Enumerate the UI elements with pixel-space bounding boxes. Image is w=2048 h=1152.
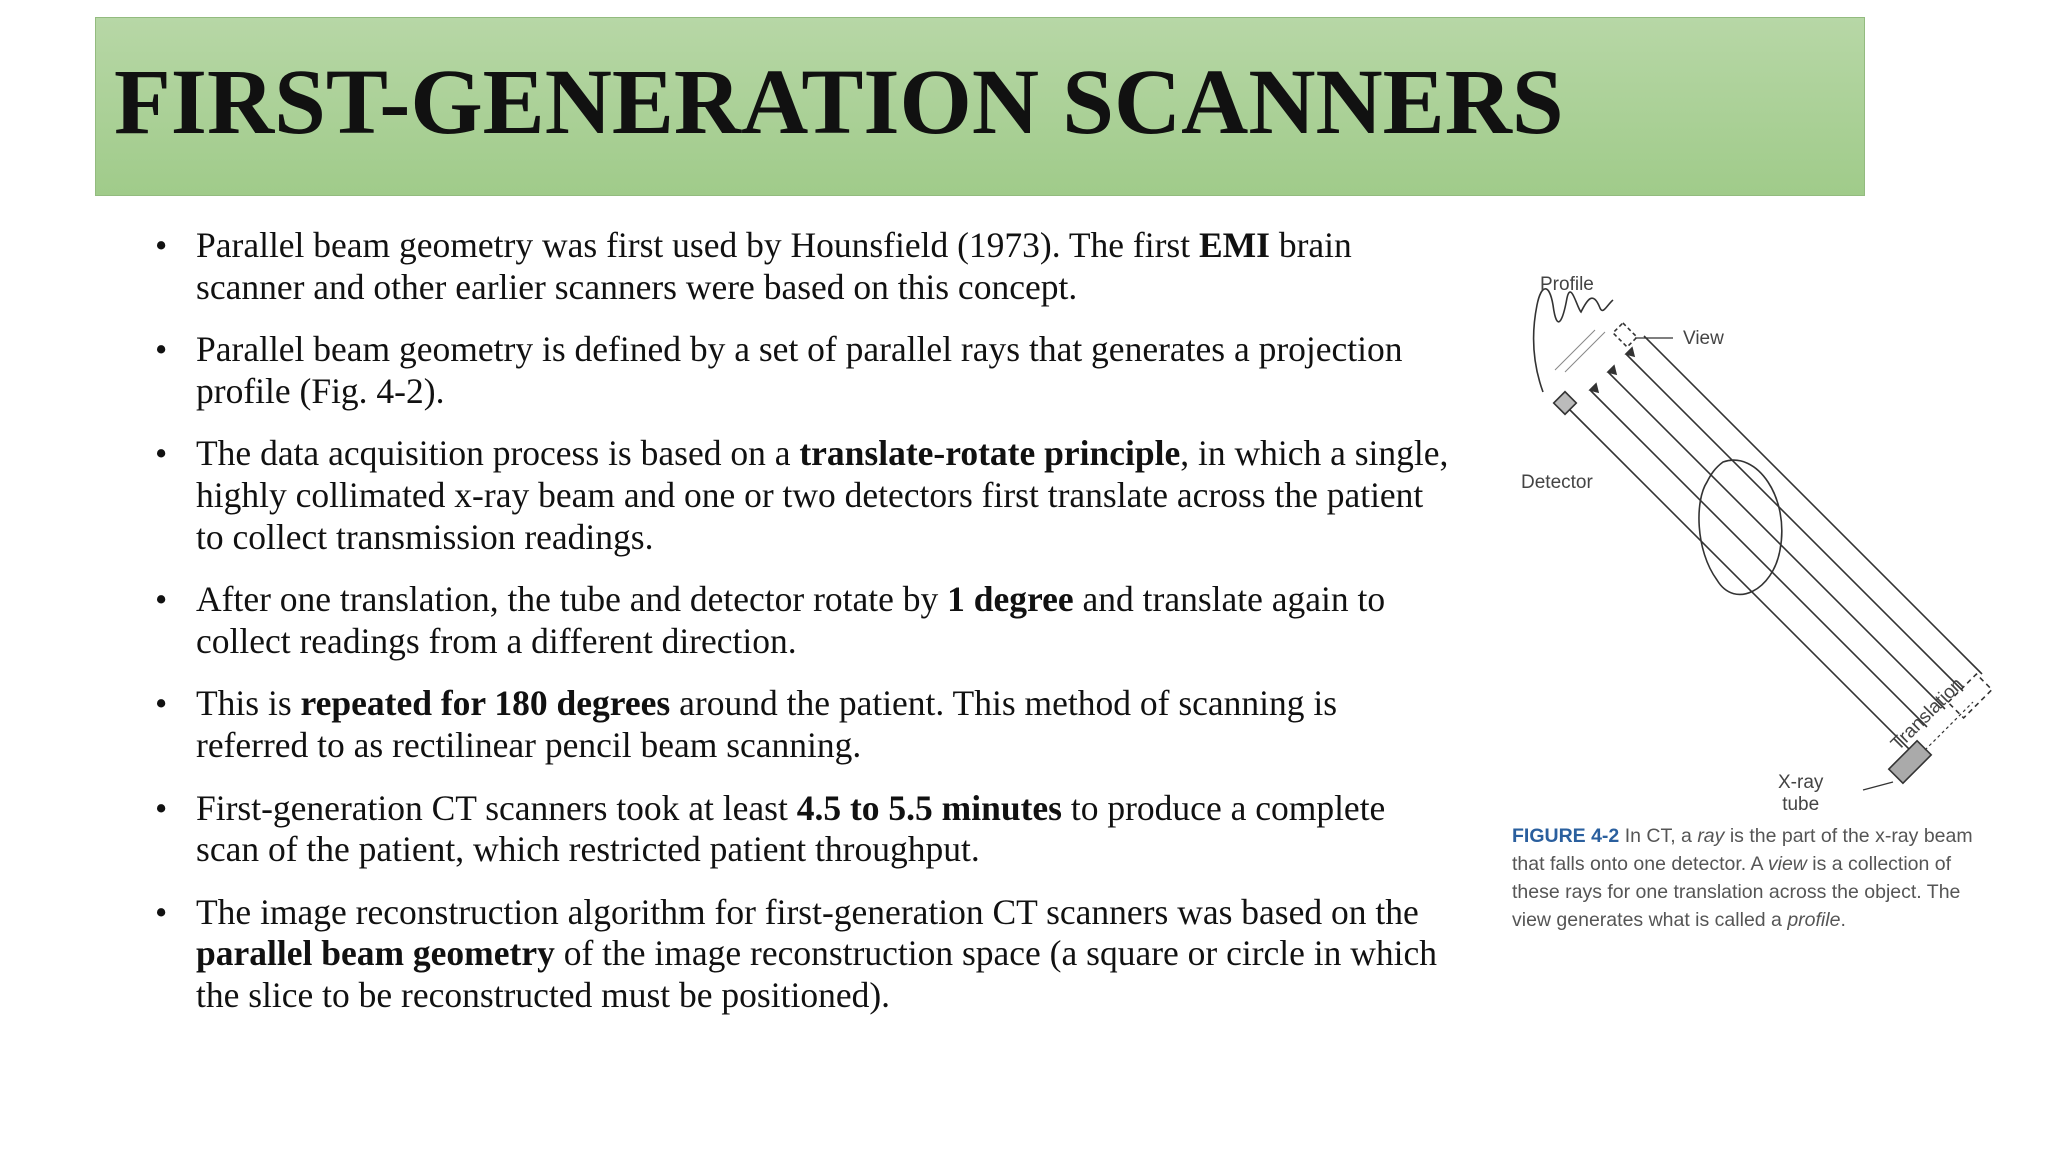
label-view: View [1683, 328, 1724, 349]
profile-curve [1534, 289, 1613, 392]
bullet-dot: • [155, 330, 168, 370]
bullet-item [150, 329, 1450, 412]
figure-caption: FIGURE 4-2 In CT, a ray is the part of the x-ray beam that falls onto one detector. A view is a collection of these rays for one translation across the object. The view generates what is called a profile. [1512, 825, 1973, 931]
page-title: FIRST-GENERATION SCANNERS [114, 51, 1564, 154]
bullet-dot: • [155, 788, 168, 828]
bullet-item [150, 433, 1450, 558]
bullet-text: to produce a complete scan of the patient, which restricted patient throughput. [196, 787, 1386, 870]
bullet-text: and translate again to collect readings from a different direction. [196, 579, 1386, 661]
xray-tube-pointer [1863, 782, 1893, 790]
view-box [1613, 323, 1637, 347]
title-banner [95, 17, 1865, 196]
figure-id: FIGURE 4-2 [1512, 825, 1620, 847]
bullet-text: First-generation CT scanners took at least [196, 787, 797, 828]
detector-square [1554, 392, 1577, 415]
bullet-dot: • [155, 434, 168, 474]
bullet-text: , in which a single, highly collimated x-ray beam and one or two detectors first translate across the patient to collect transmission readings. [196, 433, 1449, 557]
bullet-dot: • [155, 892, 168, 932]
bullet-text: After one translation, the tube and detector rotate by [196, 579, 948, 620]
bullet-item [150, 892, 1450, 1017]
ray-line [1644, 336, 1982, 674]
label-translation: Translation [1887, 674, 1968, 755]
bullet-dot: • [155, 684, 168, 724]
bullet-text: of the image reconstruction space (a square or circle in which the slice to be reconstructed must be positioned). [196, 933, 1438, 1015]
ray-line [1626, 354, 1963, 691]
label-profile: Profile [1540, 274, 1594, 295]
bullet-item [150, 225, 1450, 308]
bullet-item [150, 683, 1450, 766]
ray-line [1590, 390, 1927, 727]
label-xray-tube: X-ray tube [1778, 772, 1824, 815]
bullet-emphasis: 1 degree [947, 579, 1074, 620]
bullet-text: Parallel beam geometry was first used by Hounsfield (1973). The first [196, 225, 1199, 265]
bullet-text: The data acquisition process is based on a [196, 433, 800, 474]
bullet-emphasis: repeated for 180 degrees [300, 683, 671, 724]
bullet-emphasis: translate-rotate principle [799, 433, 1181, 474]
bullet-text: brain scanner and other earlier scanners were based on this concept. [196, 225, 1352, 307]
bullet-emphasis: 4.5 to 5.5 minutes [796, 787, 1062, 828]
bullet-text: This is [196, 683, 301, 724]
ray-arrow [1590, 348, 1634, 392]
bullet-dot: • [155, 226, 168, 265]
bullet-item [150, 788, 1450, 871]
bullet-text: The image reconstruction algorithm for first-generation CT scanners was based on the [196, 891, 1419, 932]
bullet-emphasis: parallel beam geometry [196, 933, 555, 974]
label-detector: Detector [1521, 472, 1593, 493]
bullet-list [150, 225, 1450, 1038]
bullet-text: around the patient. This method of scanning is referred to as rectilinear pencil beam scanning. [196, 683, 1338, 765]
object-outline [1699, 460, 1782, 594]
bullet-item [150, 579, 1450, 662]
ray-line [1608, 372, 1945, 709]
scanner-diagram [1495, 260, 2015, 820]
bullet-emphasis: EMI [1198, 225, 1270, 265]
bullet-dot: • [155, 580, 168, 620]
bullet-text: Parallel beam geometry is defined by a set of parallel rays that generates a projection profile (Fig. 4-2). [196, 329, 1403, 411]
profile-connector [1555, 330, 1605, 372]
